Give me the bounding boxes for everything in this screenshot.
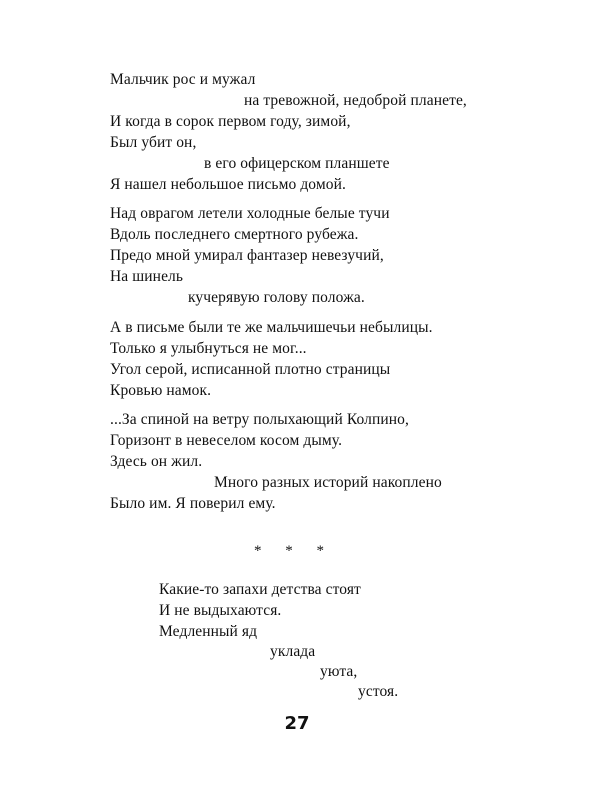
poem-line: на тревожной, недоброй планете, <box>244 92 467 109</box>
poem-line: Над оврагом летели холодные белые тучи <box>110 205 390 222</box>
poem-line: кучерявую голову положа. <box>188 289 365 306</box>
poem-line: Какие-то запахи детства стоят <box>159 581 361 598</box>
poem-line: И не выдыхаются. <box>159 602 282 619</box>
poem-line: Здесь он жил. <box>110 453 203 470</box>
poem-line: Предо мной умирал фантазер невезучий, <box>110 247 384 264</box>
poem-line: Кровью намок. <box>110 382 212 399</box>
poem-line: уклада <box>270 643 316 660</box>
poem-line: Был убит он, <box>110 134 197 151</box>
poem-line: Вдоль последнего смертного рубежа. <box>110 226 359 243</box>
section-separator: * * * <box>254 543 334 559</box>
poem-line: Много разных историй накоплено <box>214 474 442 491</box>
poem-line: в его офицерском планшете <box>204 155 390 172</box>
poem-line: Мальчик рос и мужал <box>110 71 256 88</box>
poem-line: И когда в сорок первом году, зимой, <box>110 113 351 130</box>
poem-line: А в письме были те же мальчишечьи небылицы. <box>110 319 433 336</box>
poem-line: устоя. <box>358 683 399 700</box>
poem-line: Было им. Я поверил ему. <box>110 495 276 512</box>
poem-line: Медленный яд <box>159 623 258 640</box>
poem-line: Горизонт в невеселом косом дыму. <box>110 432 343 449</box>
poem-line: Угол серой, исписанной плотно страницы <box>110 361 391 378</box>
poem-line: ...За спиной на ветру полыхающий Колпино, <box>110 411 409 428</box>
poem-line: Я нашел небольшое письмо домой. <box>110 176 346 193</box>
poem-line: уюта, <box>320 663 358 680</box>
poem-line: Только я улыбнуться не мог... <box>110 340 307 357</box>
page-number: 27 <box>284 713 310 734</box>
poem-line: На шинель <box>110 268 184 285</box>
